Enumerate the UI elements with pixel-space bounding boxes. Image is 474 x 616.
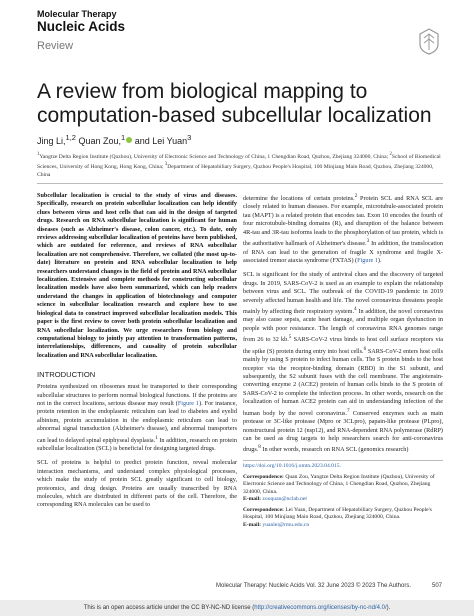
intro-paragraph-2: SCL of proteins is helpful to predict protein function, reveal molecular interaction mechanisms, and understand complex physiological processes, which make the study of protein SCL greatly significant to cell biology, proteomics, and drug design. Proteins are usually transcribed by RNA molecules, which are distributed in different parts of the cell. Therefore, the corresponding RNA molecules can be used to [37, 459, 237, 509]
citation-marker[interactable]: 1 [155, 434, 158, 441]
journal-crest-icon [414, 26, 444, 56]
author-name[interactable]: Quan Zou, [78, 136, 122, 146]
author-affiliation-marker: 1,2 [65, 133, 76, 142]
journal-name-line1: Molecular Therapy [37, 9, 117, 19]
journal-citation-info: Molecular Therapy: Nucleic Acids Vol. 32 June 2023 © 2023 The Authors. [216, 583, 411, 589]
page-number: 507 [432, 583, 443, 589]
correspondence-divider [243, 460, 443, 461]
intro-paragraph-1: Proteins synthesized on ribosomes must be transported to their corresponding subcellular structures to perform normal biological functions. If the proteins are not in the correct locations, serious disease may result (Figure 1). For instance, protein retention in the endoplasmic reticulum can lead to diabetes and eyelid albinism, protein accumulation in the endoplasmic reticulum can lead to abnormal signal transduction (Alzheimer's disease), and abnormal transporters can lead to delayed spinal epiphyseal dysplasia.$^1$ In addition, research on protein subcellular localization (SCL) is beneficial for designing targeted drugs. [37, 383, 238, 453]
correspondence-block: https://doi.org/10.1016/j.omtn.2023.04.015. Correspondence: Quan Zou, Yangtze Delta Region Institute (Quzhou), University of Electronic Science and Technology of China, 1 Chengdian Road, Quzhou, Zhejiang 324000, China. E-mail: zouquan@nclab.net Correspondence: Lei Yuan, Department of Hepatobiliary Surgery, Quzhou People's Hospital, 100 Minjiang Main Road, Quzhou, Zhejiang 324000, China. E-mail: yuanlei@rmu.edu.cn [243, 463, 443, 529]
figure-link[interactable]: Figure 1 [177, 399, 200, 407]
affiliations: $^1$Yangtze Delta Region Institute (Quzhou), University of Electronic Science and Technology of China, 1 Chengdian Road, Quzhou, Zhejiang 324000, China; $^2$School of Biomedical Sciences, University of Hong Kong, Hong Kong, China; $^3$Department of Hepatobiliary Surgery, Quzhou People's Hospital, 100 Minjiang Main Road, Quzhou, Zhejiang 324000, China [37, 152, 441, 178]
citation-marker[interactable]: 8 [258, 444, 261, 451]
citation-marker[interactable]: 4 [354, 306, 357, 312]
journal-name-line2: Nucleic Acids [37, 19, 126, 34]
author-affiliation-marker: 3 [187, 133, 192, 142]
citation-marker[interactable]: 3 [366, 238, 370, 245]
author-list [37, 133, 191, 146]
author-name[interactable]: and Lei Yuan [134, 136, 188, 146]
email-link[interactable]: zouquan@nclab.net [261, 496, 307, 502]
orcid-icon[interactable] [126, 137, 132, 143]
figure-link[interactable]: Figure 1 [357, 256, 378, 264]
section-heading-introduction: INTRODUCTION [37, 370, 96, 380]
license-link[interactable]: http://creativecommons.org/licenses/by-nc-nd/4.0/ [254, 605, 387, 611]
citation-marker[interactable]: 6 [363, 345, 367, 352]
license-bar: This is an open access article under the CC BY-NC-ND license ( http://creativecommons.org/licenses/by-nc-nd/4.0/ ). [0, 600, 474, 616]
abstract-text: Subcellular localization is crucial to the study of virus and diseases. Specifically, research on protein subcellular localization can help identify clues between virus and host cells that can aid in the design of targeted drugs. Research on RNA subcellular localization is significant for human diseases (such as Alzheimer's disease, colon cancer, etc.). To date, only reviews addressing subcellular localization of proteins have been published, which are outdated for reference, and reviews of RNA subcellular localization are not comprehensive. Therefore, we collated (the most up-to-date) literature on protein and RNA subcellular localization to help researchers understand changes in the field of protein and RNA subcellular localization. Extensive and complete methods for constructing subcellular localization models have also been summarized, which can help readers understand the changes in application of biotechnology and computer science in subcellular localization research and explore how to use biological data to construct improved subcellular localization models. This paper is the first review to cover both protein subcellular localization and RNA subcellular localization. We urge researchers from biology and computational biology to jointly pay attention to transformation patterns, interrelationships, differences, and causality of protein subcellular localization and RNA subcellular localization. [37, 192, 237, 359]
article-title: A review from biological mapping to computation-based subcellular localization [37, 80, 432, 127]
left-column [37, 192, 237, 516]
section-label: Review [37, 40, 74, 52]
author-name[interactable]: Jing Li, [37, 136, 66, 146]
header-divider [37, 183, 443, 184]
body-paragraph-1: determine the locations of certain proteins.$^2$ Protein SCL and RNA SCL are closely related to human diseases. For example, microtubule-associated protein tau (MAPT) is a related protein that encodes tau. Exon 10 encodes the fourth of four microtubule-binding domains (R), and disruption of the balance between 4R-tau and 3R-tau isoforms leads to the phosphorylation of tau protein, which is the authoritative hallmark of Alzheimer's disease.$^3$ In addition, the translocation of RNA can lead to the generation of fragile X syndrome and fragile X-associated tremor ataxia syndrome (FXTAS) (Figure 1). [243, 193, 443, 264]
author-affiliation-marker: 1 [121, 133, 126, 142]
right-column [243, 192, 443, 461]
citation-marker[interactable]: 2 [354, 193, 358, 199]
email-link[interactable]: yuanlei@rmu.edu.cn [261, 521, 310, 528]
doi-link[interactable]: https://doi.org/10.1016/j.omtn.2023.04.015. [243, 463, 341, 469]
body-paragraph-2: SCL is significant for the study of antiviral clues and the discovery of targeted drugs. In 2019, SARS-CoV-2 is used as an example to explain the relationship between virus and SCL. The outbreak of the COVID-19 pandemic in 2019 severely affected human health and life. The novel coronavirus threatens people mainly by affecting their respiratory system.$^4$ In addition, the novel coronavirus may also cause sepsis, acute heart damage, and multiple organ dysfunction in people with poor resistance. The length of coronavirus RNA genomes range from 26 to 32 kb.$^5$ SARS-CoV-2 virus binds to host cell surface receptors via the spike (S) protein during entry into host cells.$^6$ SARS-CoV-2 enters host cells mainly by using S protein to infect human cells. The S protein binds to the host receptor via the receptor-binding domain (RBD) in the S1 subunit, and subsequently, the S2 subunit fuses with the cell membrane. The angiotensin-converting enzyme 2 (ACE2) protein of human cells binds to the S protein of SARS-CoV-2 to complete the infection process. In other words, research on the localization of human ACE2 protein can aid in understanding infection of the human body by the novel coronavirus.$^7$ Conserved enzymes such as main protease or 3C-like protease (Mpro or 3CLpro), papain-like protease (PLpro), nonstructural protein 12 (nsp12), and RNA-dependent RNA polymerase (RdRP) can be used as drug targets to help researchers search for anti-coronavirus drugs.$^8$ In other words, research on RNA SCL (genomics research) [243, 271, 444, 454]
citation-marker[interactable]: 7 [346, 407, 350, 414]
citation-marker[interactable]: 5 [288, 334, 292, 341]
